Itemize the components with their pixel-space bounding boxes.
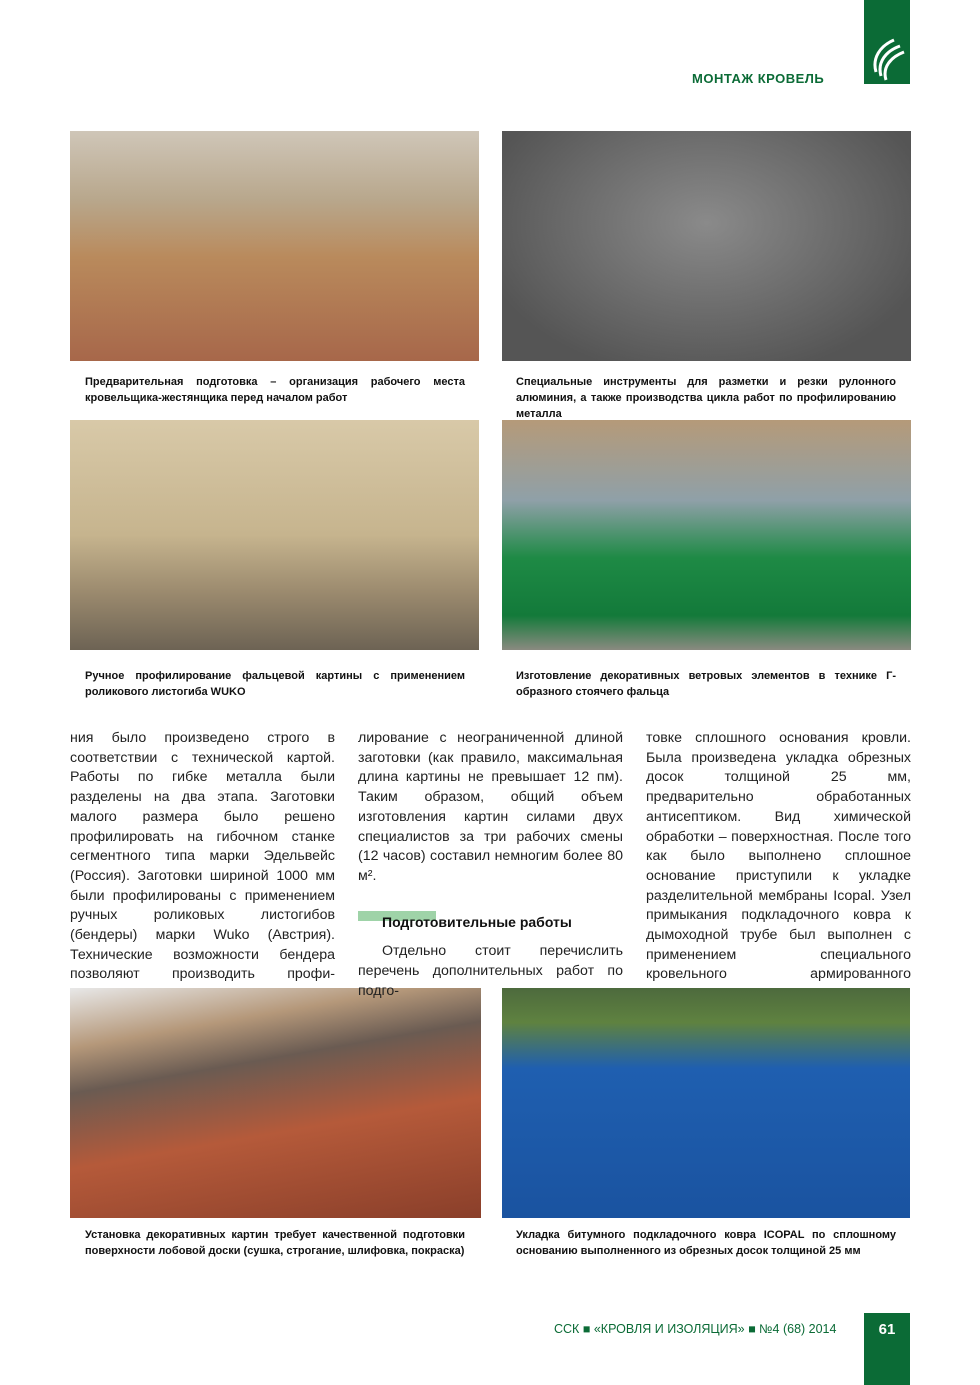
photo-tools <box>502 131 911 361</box>
photo-caption: Изготовление декоративных ветровых элементов в технике Г-образного стоячего фальца <box>516 670 896 698</box>
page-number: 61 <box>864 1313 910 1385</box>
photo-caption: Укладка битумного подкладочного ковра ICOPAL по сплошному основанию выполненного из обрезных досок толщиной 25 мм <box>516 1229 896 1257</box>
article-column-3 <box>646 729 911 985</box>
paragraph: товке сплошного основания кровли. Была произведена укладка обрезных досок толщиной 25 мм, предварительно обработанных антисептиком. Вид химической обработки – поверхностная. После того как было выполнено сплошное основание приступили к укладке разделительной мембраны Icopal. Узел примыкания подкладочного ковра к дымоходной трубе был выполнен с применением специального кровельного армированного <box>646 730 911 983</box>
paragraph: ния было произведено строго в соответствии с технической картой. Работы по гибке металла были разделены на два этапа. Заготовки малого размера было решено профилировать на гибочном станке сегментного типа марки Эдельвейс (Россия). Заготовки шириной 1000 мм были профилированы с применением ручных роликовых листогибов (бендеры) марки Wuko (Австрия). Технические возможности бендера позволяют производить профи- <box>70 730 335 983</box>
photo-decorative-elements <box>502 420 911 650</box>
photo-caption: Специальные инструменты для разметки и резки рулонного алюминия, а также производства цикла работ по профилированию металла <box>516 376 896 420</box>
paragraph: лирование с неограниченной длиной заготовки (как правило, максимальная длина картины не превышает 12 пм). Таким образом, общий объем изготовления картин силами двух специалистов за три рабочих смены (12 часов) составил немногим более 80 м². <box>358 730 623 884</box>
leaf-stripes-logo-icon <box>864 0 910 84</box>
photo-caption: Предварительная подготовка – организация рабочего места кровельщика-жестянщика перед началом работ <box>85 376 465 404</box>
photo-workplace <box>70 131 479 361</box>
article-column-1 <box>70 729 335 985</box>
photo-caption: Ручное профилирование фальцевой картины с применением роликового листогиба WUKO <box>85 670 465 698</box>
photo-caption: Установка декоративных картин требует качественной подготовки поверхности лобовой доски (сушка, строгание, шлифовка, покраска) <box>85 1229 465 1257</box>
journal-footer: ССК ■ «КРОВЛЯ И ИЗОЛЯЦИЯ» ■ №4 (68) 2014 <box>554 1322 837 1336</box>
section-title: МОНТАЖ КРОВЕЛЬ <box>692 71 825 86</box>
photo-fascia-board <box>70 988 481 1218</box>
photo-manual-profiling <box>70 420 479 650</box>
photo-icopal-underlay <box>502 988 910 1218</box>
header-tab <box>864 0 910 84</box>
paragraph: Отдельно стоит перечислить перечень дополнительных работ по подго- <box>358 943 623 999</box>
subheading: Подготовительные работы <box>358 913 623 933</box>
article-column-2 <box>358 729 623 1001</box>
